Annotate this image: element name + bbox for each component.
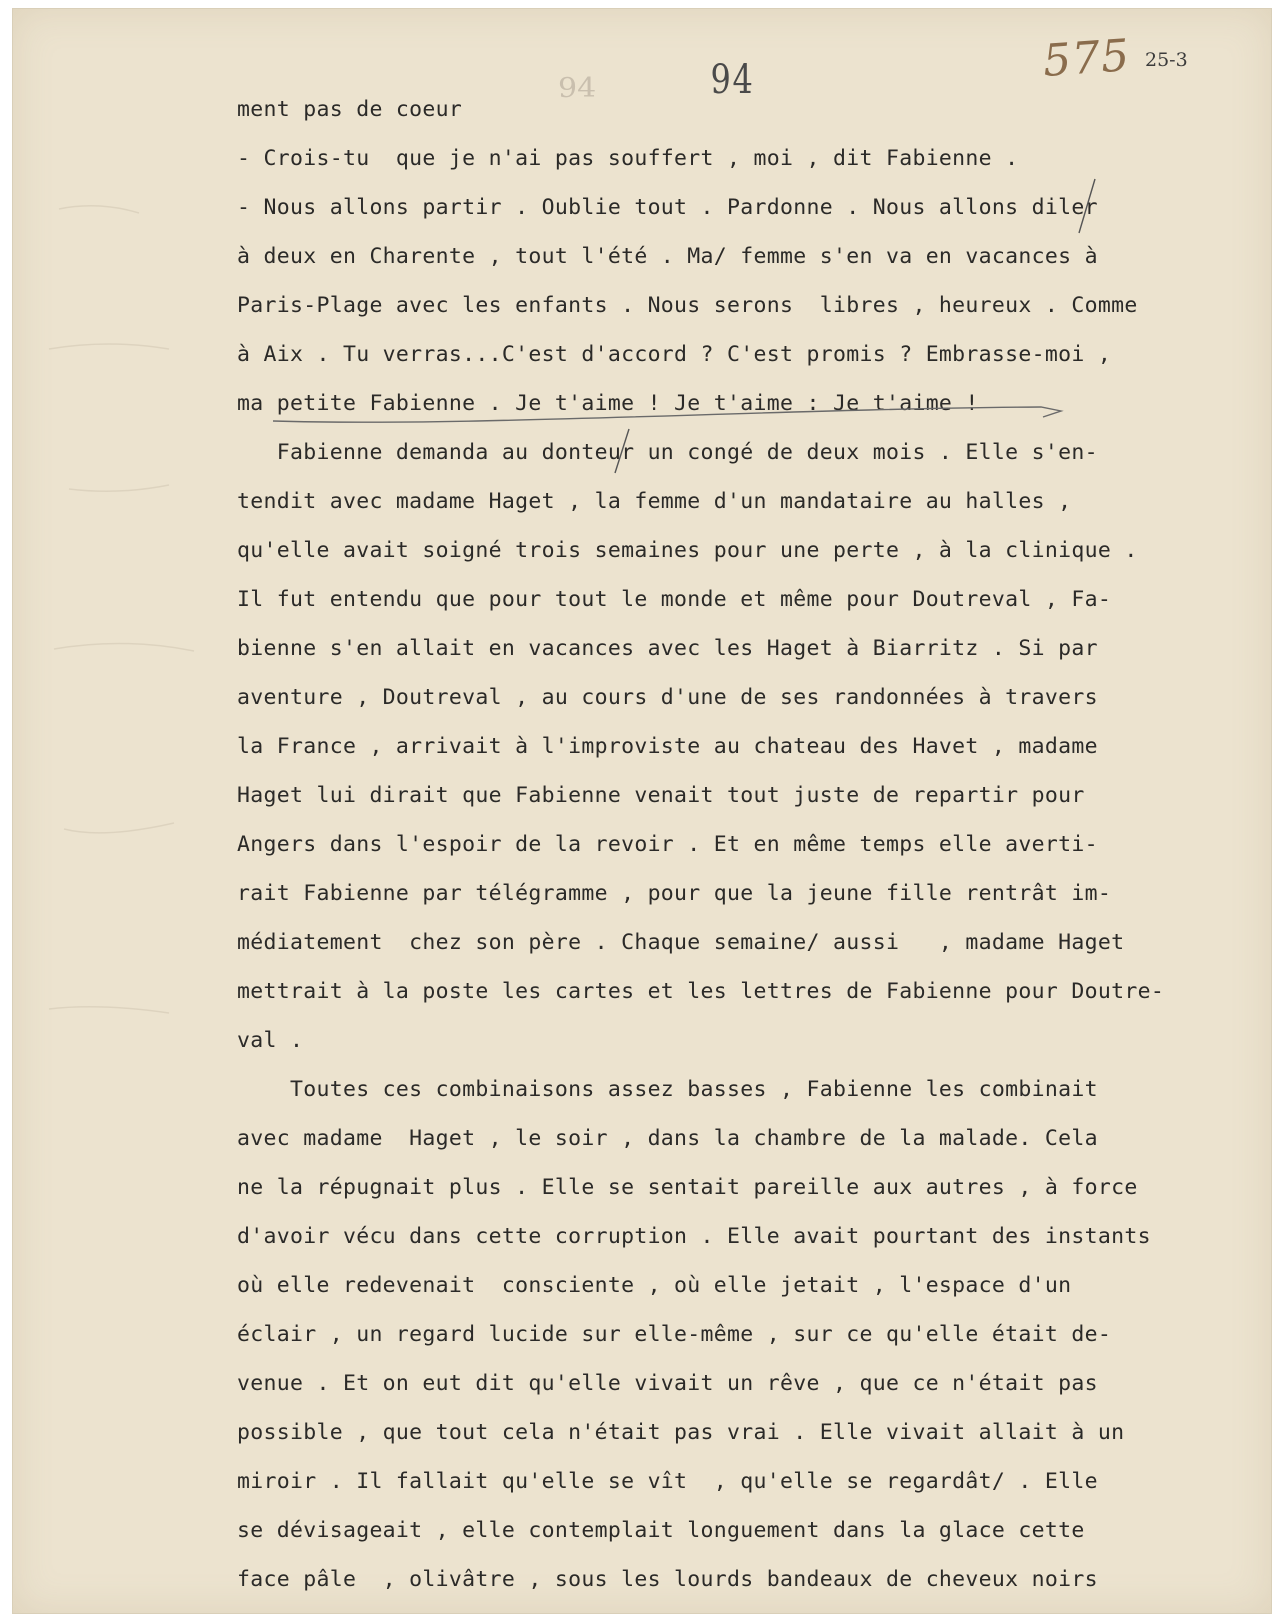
text-line: mettrait à la poste les cartes et les lettres de Fabienne pour Doutre- [237, 979, 1165, 1004]
text-line: - Nous allons partir . Oublie tout . Pardonne . Nous allons diler [237, 195, 1098, 220]
text-line: se dévisageait , elle contemplait longuement dans la glace cette [237, 1518, 1085, 1543]
text-line: Toutes ces combinaisons assez basses , Fabienne les combinait [237, 1077, 1098, 1102]
text-line: bienne s'en allait en vacances avec les Haget à Biarritz . Si par [237, 636, 1098, 661]
pencil-underline-mark [271, 405, 1071, 429]
folio-reference: 25-3 [1145, 49, 1188, 71]
text-line: Paris-Plage avec les enfants . Nous serons libres , heureux . Comme [237, 293, 1138, 318]
text-line: tendit avec madame Haget , la femme d'un mandataire au halles , [237, 489, 1072, 514]
text-line: d'avoir vécu dans cette corruption . Elle avait pourtant des instants [237, 1224, 1151, 1249]
text-line: Haget lui dirait que Fabienne venait tout juste de repartir pour [237, 783, 1085, 808]
text-line: Fabienne demanda au donteur un congé de deux mois . Elle s'en- [237, 440, 1098, 465]
text-line: aventure , Doutreval , au cours d'une de ses randonnées à travers [237, 685, 1098, 710]
text-line: éclair , un regard lucide sur elle-même , sur ce qu'elle était de- [237, 1322, 1112, 1347]
faint-page-mark: 94 [558, 72, 597, 105]
text-line: venue . Et on eut dit qu'elle vivait un rêve , que ce n'était pas [237, 1371, 1098, 1396]
text-line: ne la répugnait plus . Elle se sentait pareille aux autres , à force [237, 1175, 1138, 1200]
typed-text-body [237, 85, 1267, 1604]
text-line: val . [237, 1028, 304, 1053]
text-line: face pâle , olivâtre , sous les lourds bandeaux de cheveux noirs [237, 1567, 1098, 1592]
text-line: miroir . Il fallait qu'elle se vît , qu'elle se regardât/ . Elle [237, 1469, 1098, 1494]
text-line: ment pas de coeur [237, 97, 463, 122]
page-number: 94 [710, 57, 755, 103]
text-line: - Crois-tu que je n'ai pas souffert , moi , dit Fabienne . [237, 146, 1019, 171]
text-line: où elle redevenait consciente , où elle jetait , l'espace d'un [237, 1273, 1072, 1298]
text-line: possible , que tout cela n'était pas vrai . Elle vivait allait à un [237, 1420, 1125, 1445]
text-line: Il fut entendu que pour tout le monde et même pour Doutreval , Fa- [237, 587, 1112, 612]
text-line: Angers dans l'espoir de la revoir . Et en même temps elle averti- [237, 832, 1098, 857]
pencil-correction-slash [609, 427, 633, 477]
text-line: à Aix . Tu verras...C'est d'accord ? C'est promis ? Embrasse-moi , [237, 342, 1112, 367]
text-line: médiatement chez son père . Chaque semaine/ aussi , madame Haget [237, 930, 1125, 955]
pencil-correction-slash [1075, 177, 1099, 237]
text-line: avec madame Haget , le soir , dans la chambre de la malade. Cela [237, 1126, 1098, 1151]
text-line: qu'elle avait soigné trois semaines pour une perte , à la clinique . [237, 538, 1138, 563]
text-line: ma petite Fabienne . Je t'aime ! Je t'aime : Je t'aime ! [237, 391, 979, 416]
text-line: la France , arrivait à l'improviste au chateau des Havet , madame [237, 734, 1098, 759]
margin-bleed-through [39, 189, 219, 1089]
text-line: à deux en Charente , tout l'été . Ma/ femme s'en va en vacances à [237, 244, 1098, 269]
manuscript-page [12, 8, 1272, 1614]
folio-number: 575 [1041, 30, 1132, 87]
text-line: rait Fabienne par télégramme , pour que la jeune fille rentrât im- [237, 881, 1112, 906]
